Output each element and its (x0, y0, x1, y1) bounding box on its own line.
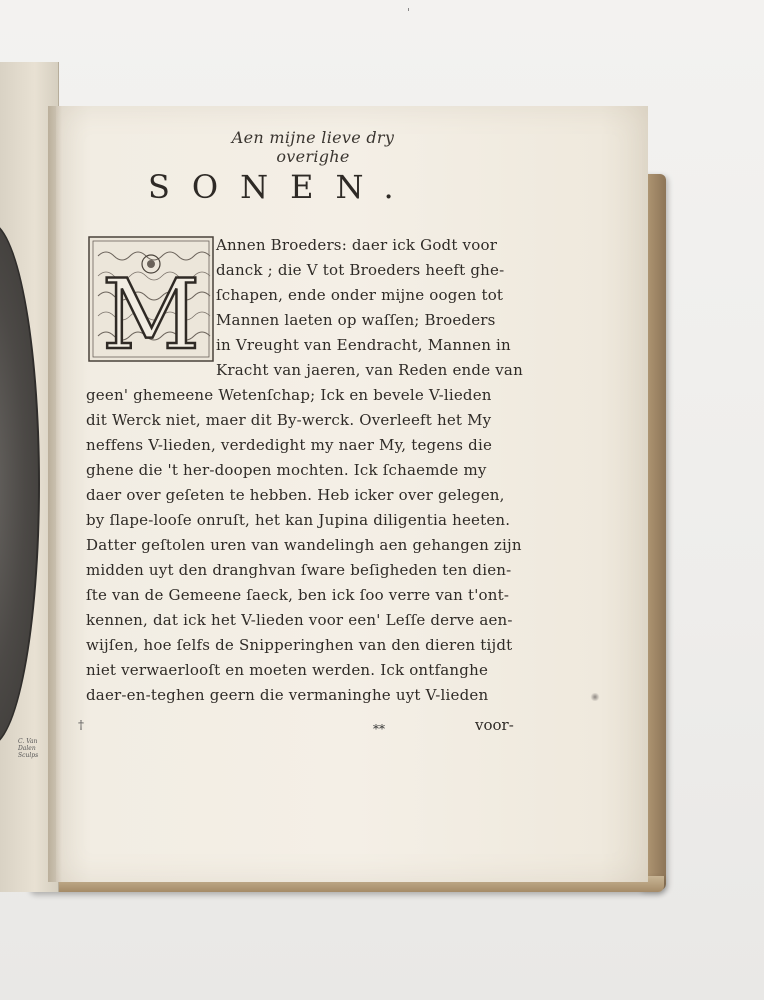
portrait-engraving (0, 222, 40, 746)
text-line: neffens V-lieden, verdedight my naer My, tegens die (86, 436, 493, 454)
page-title: SONEN. (148, 168, 416, 206)
text-line: Annen Broeders: daer ick Godt voor (216, 236, 498, 254)
text-line: ſte van de Gemeene ſaeck, ben ick ſoo verre van t'ont- (86, 586, 510, 604)
text-line: ſchapen, ende onder mijne oogen tot (216, 286, 504, 304)
text-line: Kracht van jaeren, van Reden ende van (216, 361, 523, 379)
text-line: Mannen laeten op waſſen; Broeders (216, 311, 496, 329)
text-line: ghene die 't her-doopen mochten. Ick ſchaemde my (86, 461, 487, 479)
catchword: voor- (475, 716, 514, 734)
initial-letter: M (101, 259, 201, 362)
text-line: daer over geſeten te hebben. Heb icker over gelegen, (86, 486, 505, 504)
page-heading: Aen mijne lieve dry overighe (231, 128, 395, 166)
gutter-shadow (48, 106, 62, 882)
text-line: niet verwaerlooſt en moeten werden. Ick ontfanghe (86, 661, 489, 679)
text-line: in Vreught van Eendracht, Mannen in (216, 336, 511, 354)
margin-mark: † (78, 718, 84, 732)
paper-spot (590, 693, 600, 701)
text-line: midden uyt den dranghvan ſware beſigheden ten dien- (86, 561, 512, 579)
text-line: danck ; die V tot Broeders heeft ghe- (216, 261, 505, 279)
text-line: kennen, dat ick het V-lieden voor een' Leſſe derve aen- (86, 611, 513, 629)
text-line: Datter geſtolen uren van wandelingh aen gehangen zijn (86, 536, 522, 554)
text-line: by ſlape-looſe onruſt, het kan Jupina diligentia heeten. (86, 511, 511, 529)
signature-mark: ** (373, 722, 385, 736)
text-line: dit Werck niet, maer dit By-werck. Overleeft het My (86, 411, 492, 429)
engraver-credit: C. Van Dalen Sculps (18, 738, 39, 759)
text-line: wijſen, hoe ſelfs de Snipperinghen van den dieren tijdt (86, 636, 513, 654)
text-line: geen' ghemeene Wetenſchap; Ick en bevele V-lieden (86, 386, 492, 404)
top-mark: ' (407, 6, 411, 19)
ornament-initial-icon (88, 236, 214, 362)
text-line: daer-en-teghen geern die vermaninghe uyt V-lieden (86, 686, 489, 704)
decorated-initial (88, 236, 214, 362)
